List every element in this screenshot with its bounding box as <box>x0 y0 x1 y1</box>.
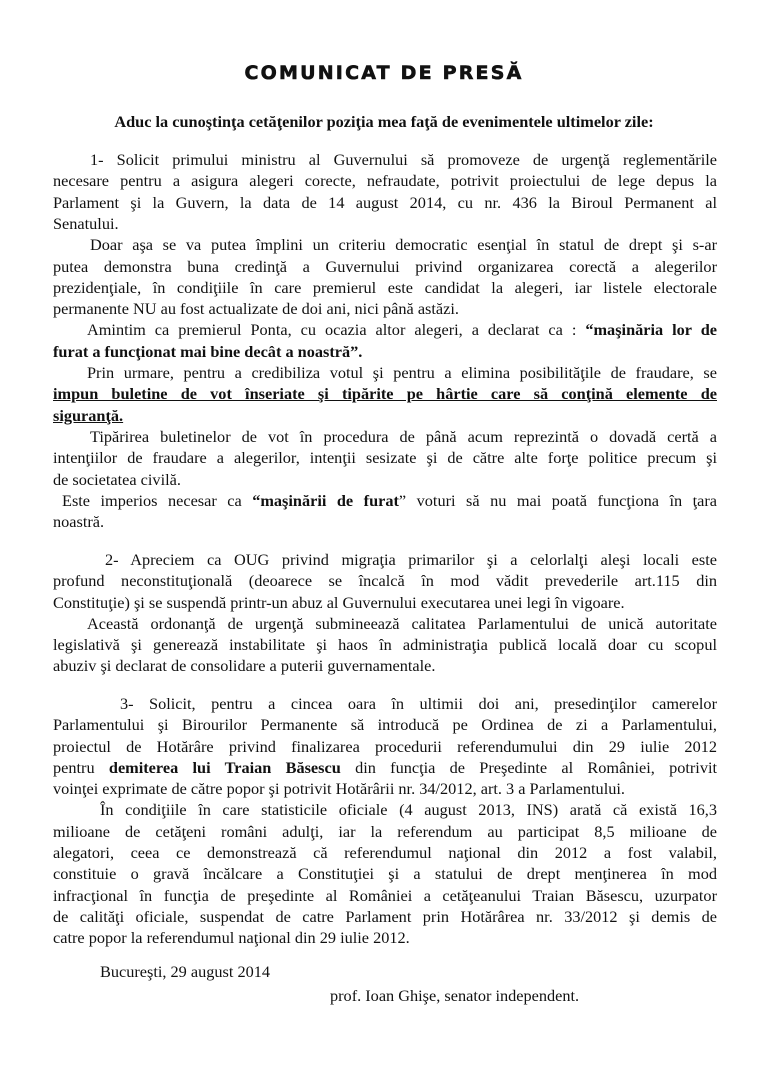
text-segment: Constituţie) şi se suspendă printr-un abuz al Guvernului executarea unei legi în vigoare. <box>53 593 625 612</box>
text-segment: necesare pentru a asigura alegeri corecte, nefraudate, potrivit proiectului de lege depus la <box>53 171 717 190</box>
text-line <box>53 757 717 778</box>
text-line <box>53 170 717 191</box>
text-line <box>53 906 717 927</box>
text-segment: Amintim ca premierul Ponta, cu ocazia altor alegeri, a declarat ca : <box>87 320 586 339</box>
text-line <box>53 570 717 591</box>
document-title: COMUNICAT DE PRESĂ <box>244 62 524 84</box>
text-line <box>53 213 717 234</box>
text-line <box>53 383 717 404</box>
text-segment: alegatori, ceea ce demonstrează că referendumul naţional din 2012 a fost valabil, <box>53 843 717 862</box>
text-segment: noastră. <box>53 512 105 531</box>
text-segment: de calităţi oficiale, suspendat de catre Parlament prin Hotărârea nr. 33/2012 şi demis de <box>53 907 717 926</box>
text-segment: Această ordonanţă de urgenţă submineează calitatea Parlamentului de unică autoritate <box>87 614 717 633</box>
text-segment: Doar aşa se va putea împlini un criteriu democratic esenţial în statul de drept şi s-ar <box>90 235 717 254</box>
text-line <box>53 298 717 319</box>
text-line <box>53 426 717 447</box>
text-line <box>53 362 717 383</box>
text-segment: constituie o gravă încălcare a Constituţiei şi a statului de drept menţinerea în mod <box>53 864 717 883</box>
text-segment: proiectul de Hotărâre privind finalizarea procedurii referendumului din 29 iulie 2012 <box>53 737 717 756</box>
text-segment: prof. Ioan Ghişe, senator independent. <box>330 986 580 1005</box>
text-line <box>53 885 717 906</box>
text-line <box>53 149 717 170</box>
emphasized-text: siguranţă. <box>53 406 124 425</box>
text-line <box>53 714 717 735</box>
emphasized-text: “maşinăria lor de <box>585 320 717 339</box>
text-segment: Tipărirea buletinelor de vot în procedura de până acum reprezintă o dovadă certă a <box>90 427 717 446</box>
text-segment: 2- Apreciem ca OUG privind migraţia primarilor şi a celorlalţi aleşi locali este <box>105 550 717 569</box>
text-segment: infracţional în funcţia de preşedinte al României a cetăţeanului Traian Băsescu, uzurpator <box>53 886 717 905</box>
text-segment: milioane de cetăţeni români adulţi, iar la referendum au participat 8,5 milioane de <box>53 822 717 841</box>
text-segment: Prin urmare, pentru a credibiliza votul şi pentru a elimina posibilităţile de fraudare, se <box>87 363 717 382</box>
text-segment: Parlamentului şi Birourilor Permanente să introducă pe Ordinea de zi a Parlamentului, <box>53 715 717 734</box>
text-line <box>53 613 717 634</box>
text-segment: 3- Solicit, pentru a cincea oara în ultimii doi ani, presedinţilor camerelor <box>120 694 717 713</box>
text-line <box>53 985 717 1006</box>
text-line <box>53 927 717 948</box>
text-line <box>53 490 717 511</box>
text-line <box>53 256 717 277</box>
text-line <box>53 655 717 676</box>
text-segment: intenţiilor de fraudare a alegerilor, intenţii sesizate şi de către alte forţe politice precum şi <box>53 448 717 467</box>
text-line <box>53 234 717 255</box>
text-line <box>53 319 717 340</box>
text-line <box>53 405 717 426</box>
text-segment: ” voturi să nu mai poată funcţiona în ţara <box>398 491 717 510</box>
text-segment: Parlament şi la Guvern, la data de 14 august 2014, cu nr. 436 la Biroul Permanent al <box>53 193 717 212</box>
text-line <box>53 863 717 884</box>
text-line <box>53 592 717 613</box>
text-segment: 1- Solicit primului ministru al Guvernului să promoveze de urgenţă reglementările <box>90 150 717 169</box>
text-line <box>53 693 717 714</box>
text-segment: Senatului. <box>53 214 119 233</box>
text-line <box>53 961 717 982</box>
text-segment: putea demonstra buna credinţă a Guvernului privind organizarea corectă a alegerilor <box>53 257 717 276</box>
text-segment: voinţei exprimate de către popor şi potrivit Hotărârii nr. 34/2012, art. 3 a Parlamentului. <box>53 779 625 798</box>
text-segment: Bucureşti, 29 august 2014 <box>100 962 271 981</box>
text-line <box>53 821 717 842</box>
text-line <box>53 549 717 570</box>
text-line <box>53 469 717 490</box>
text-segment: legislativă şi generează instabilitate şi haos în administraţia publică locală doar cu scopul <box>53 635 717 654</box>
text-line <box>53 842 717 863</box>
text-line <box>53 634 717 655</box>
text-line <box>53 778 717 799</box>
text-segment: Este imperios necesar ca <box>62 491 253 510</box>
text-segment: din funcţia de Preşedinte al României, potrivit <box>340 758 717 777</box>
text-line <box>53 799 717 820</box>
text-segment: prezidenţiale, în condiţiile în care premierul este candidat la alegeri, iar listele electorale <box>53 278 717 297</box>
emphasized-text: demiterea lui Traian Băsescu <box>108 758 341 777</box>
text-segment: de societatea civilă. <box>53 470 181 489</box>
text-segment: profund neconstituţională (deoarece se încalcă în mod vădit prevederile art.115 din <box>53 571 717 590</box>
emphasized-text: furat a funcţionat mai bine decât a noastră”. <box>53 342 363 361</box>
document-heading: Aduc la cunoştinţa cetăţenilor poziţia mea faţă de evenimentele ultimelor zile: <box>114 112 654 131</box>
text-segment: catre popor la referendumul naţional din 29 iulie 2012. <box>53 928 410 947</box>
text-segment: În condiţiile în care statisticile oficiale (4 august 2013, INS) arată că există 16,3 <box>100 800 717 819</box>
text-line <box>53 447 717 468</box>
emphasized-text: “maşinării de furat <box>252 491 399 510</box>
text-segment: permanente NU au fost actualizate de doi ani, nici până astăzi. <box>53 299 459 318</box>
text-segment: abuziv şi declarat de consolidare a puterii guvernamentale. <box>53 656 436 675</box>
text-line <box>53 192 717 213</box>
text-segment: pentru <box>53 758 109 777</box>
text-line <box>53 736 717 757</box>
text-line <box>53 511 717 532</box>
text-line <box>53 341 717 362</box>
emphasized-text: impun buletine de vot înseriate şi tipărite pe hârtie care să conţină elemente de <box>53 384 717 403</box>
text-line <box>53 277 717 298</box>
